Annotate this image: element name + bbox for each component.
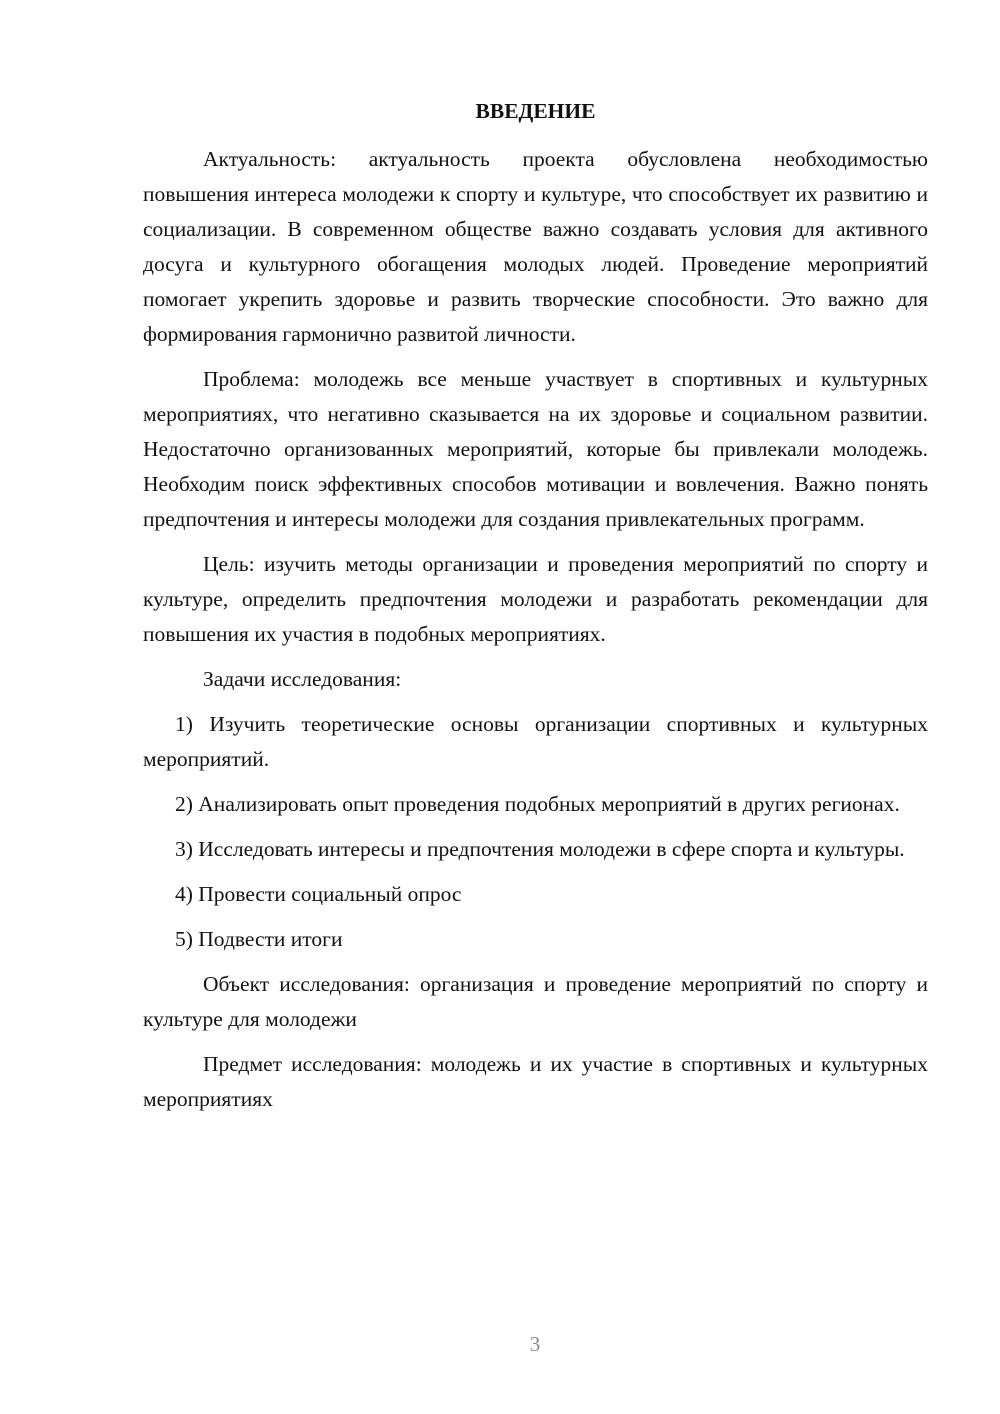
relevance-paragraph: Актуальность: актуальность проекта обусловлена необходимостью повышения интереса молодежи к спорту и культуре, что способствует их развитию и социализации. В современном обществе важно создавать условия для активного досуга и культурного обогащения молодых людей. Проведение мероприятий помогает укрепить здоровье и развить творческие способности. Это важно для формирования гармонично развитой личности. — [143, 147, 928, 346]
page-number: 3 — [529, 1332, 541, 1356]
page-content — [143, 94, 928, 1127]
research-subject-paragraph: Предмет исследования: молодежь и их участие в спортивных и культурных мероприятиях — [143, 1052, 928, 1111]
goal-paragraph: Цель: изучить методы организации и проведения мероприятий по спорту и культуре, определить предпочтения молодежи и разработать рекомендации для повышения их участия в подобных мероприятиях. — [143, 552, 928, 646]
task-item-1: 1) Изучить теоретические основы организации спортивных и культурных мероприятий. — [143, 712, 928, 771]
task-item-2: 2) Анализировать опыт проведения подобных мероприятий в других регионах. — [175, 792, 900, 816]
research-object-paragraph: Объект исследования: организация и проведение мероприятий по спорту и культуре для молодежи — [143, 972, 928, 1031]
task-item-5: 5) Подвести итоги — [175, 927, 343, 951]
section-title: ВВЕДЕНИЕ — [475, 99, 596, 123]
tasks-heading: Задачи исследования: — [203, 667, 402, 691]
task-item-3: 3) Исследовать интересы и предпочтения молодежи в сфере спорта и культуры. — [175, 837, 905, 861]
problem-paragraph: Проблема: молодежь все меньше участвует в спортивных и культурных мероприятиях, что негативно сказывается на их здоровье и социальном развитии. Недостаточно организованных мероприятий, которые бы привлекали молодежь. Необходим поиск эффективных способов мотивации и вовлечения. Важно понять предпочтения и интересы молодежи для создания привлекательных программ. — [143, 367, 928, 531]
task-item-4: 4) Провести социальный опрос — [175, 882, 462, 906]
